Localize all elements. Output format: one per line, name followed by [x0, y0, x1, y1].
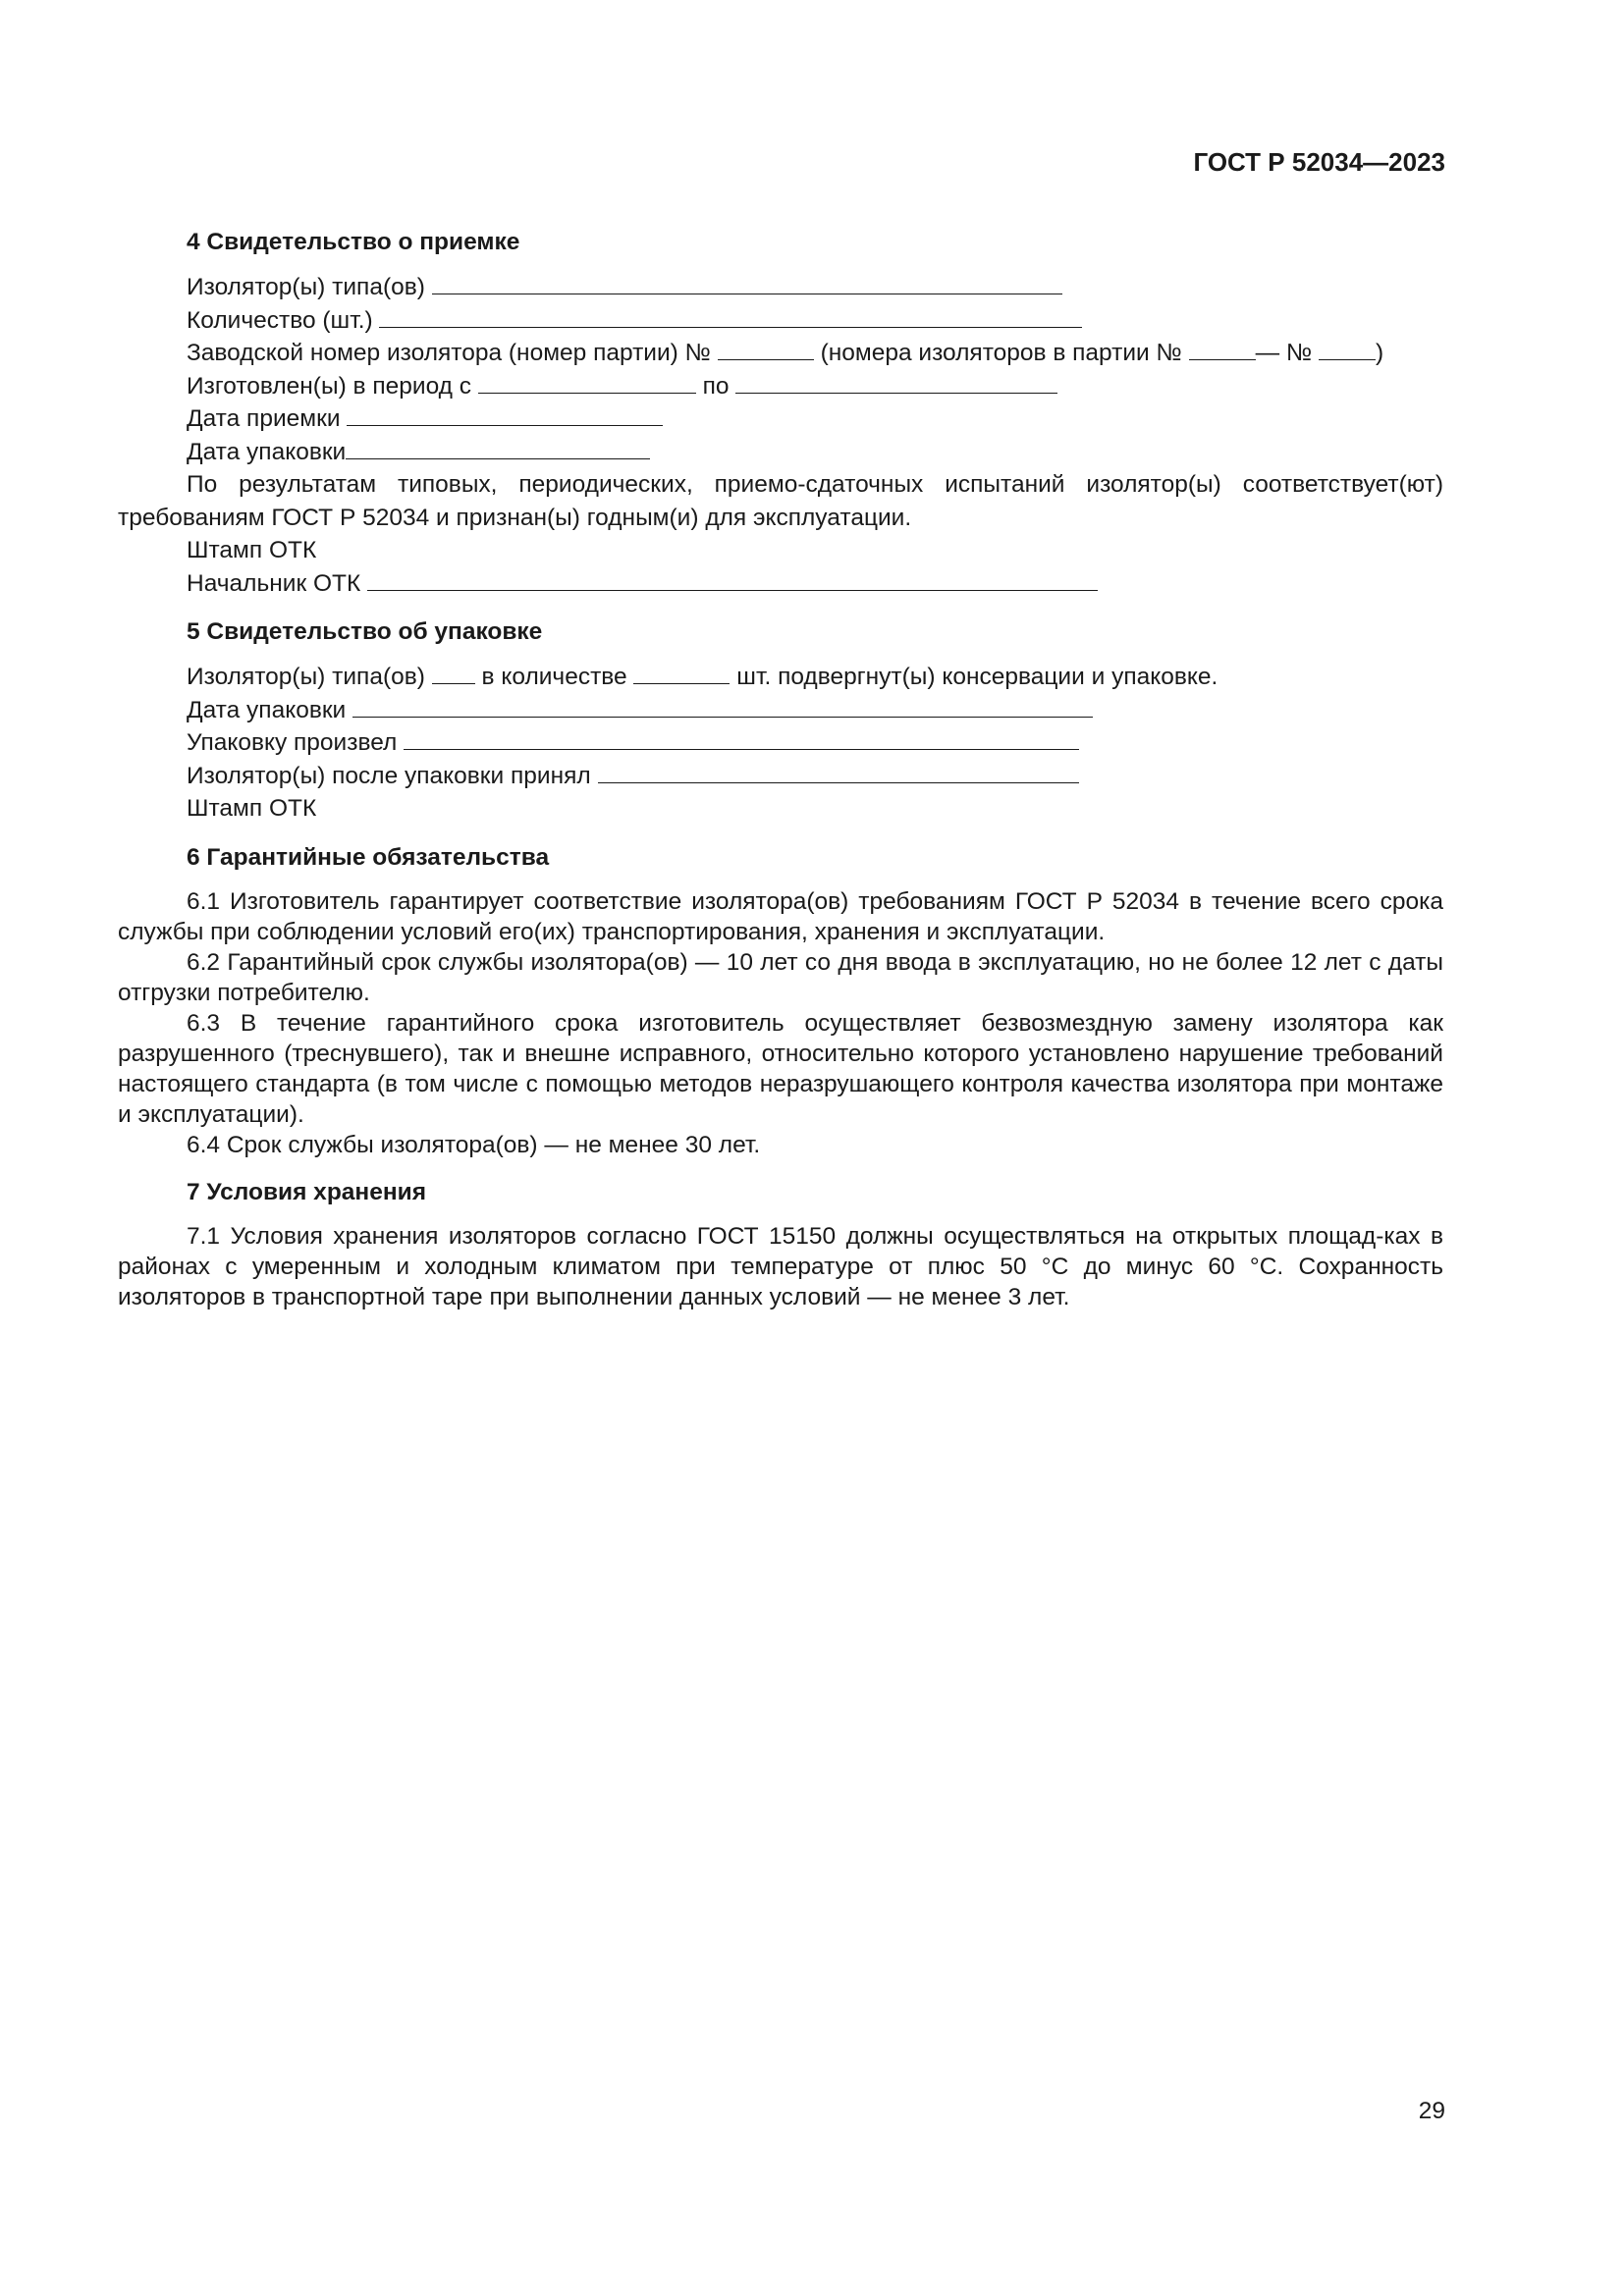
section-5-heading: 5 Свидетельство об упаковке [187, 618, 543, 645]
serial-number-label: Заводской номер изолятора (номер партии) № [187, 340, 711, 366]
manufactured-from-label: Изготовлен(ы) в период с [187, 372, 472, 400]
packed-type-label: Изолятор(ы) типа(ов) [187, 664, 425, 690]
section-7-heading: 7 Условия хранения [187, 1178, 426, 1205]
warranty-paragraph-6-4: 6.4 Срок службы изолятора(ов) — не менее 30 лет. [187, 1131, 761, 1158]
document-header: ГОСТ Р 52034—2023 [1193, 147, 1445, 177]
packed-note: шт. подвергнут(ы) консервации и упаковке. [736, 664, 1218, 690]
test-results-paragraph: По результатам типовых, периодических, приемо-сдаточных испытаний изолятор(ы) соответствует(ют) требованиям ГОСТ Р 52034 и признан(ы) годным(и) для эксплуатации. [118, 471, 1443, 531]
page-number: 29 [1418, 2098, 1445, 2124]
warranty-paragraph-6-3: 6.3 В течение гарантийного срока изготовитель осуществляет безвозмездную замену изолятора как разрушенного (треснувшего), так и внешне исправного, относительно которого установлено нарушение требований настоящего стандарта (в том числе с помощью методов неразрушающего контроля качества изолятора при монтаже и эксплуатации). [118, 1009, 1443, 1128]
warranty-paragraph-6-2: 6.2 Гарантийный срок службы изолятора(ов) — 10 лет со дня ввода в эксплуатацию, но не более 12 лет с даты отгрузки потребителю. [118, 948, 1443, 1006]
quantity-label: Количество (шт.) [187, 306, 373, 334]
acceptance-date-field[interactable] [347, 403, 663, 426]
packed-insulator-line [118, 661, 1443, 694]
packing-date-line [118, 436, 1443, 469]
manufactured-period-line [118, 370, 1443, 403]
batch-to-label: — № [1255, 340, 1313, 366]
insulator-type-label: Изолятор(ы) типа(ов) [187, 274, 425, 300]
qc-stamp2-label: Штамп ОТК [187, 795, 317, 822]
batch-numbers-label: (номера изоляторов в партии № [820, 340, 1182, 366]
packed-by-line [118, 726, 1443, 760]
packing-date-label: Дата упаковки [187, 438, 347, 465]
section-6-heading: 6 Гарантийные обязательства [187, 843, 550, 871]
accepted-after-packing-line [118, 760, 1443, 793]
packing-date2-label: Дата упаковки [187, 696, 347, 723]
packed-by-label: Упаковку произвел [187, 729, 398, 756]
quantity-field[interactable] [379, 305, 1082, 328]
packed-by-field[interactable] [404, 727, 1079, 750]
section-4-heading: 4 Свидетельство о приемке [187, 229, 520, 255]
insulator-type-line [118, 271, 1443, 304]
manufactured-to-field[interactable] [735, 371, 1057, 394]
qc-head-label: Начальник ОТК [187, 569, 361, 597]
acceptance-date-label: Дата приемки [187, 405, 341, 432]
insulator-type-field[interactable] [432, 272, 1062, 294]
warranty-paragraph-6-1: 6.1 Изготовитель гарантирует соответствие изолятора(ов) требованиям ГОСТ Р 52034 в течение всего срока службы при соблюдении условий его(их) транспортирования, хранения и эксплуатации. [118, 887, 1443, 945]
accepted-after-packing-field[interactable] [598, 761, 1079, 783]
qc-head-line [118, 567, 1443, 601]
packing-date2-line [118, 694, 1443, 727]
acceptance-date-line [118, 402, 1443, 436]
batch-from-field[interactable] [1189, 338, 1256, 360]
quantity-line [118, 304, 1443, 338]
packed-quantity-label: в количестве [481, 664, 627, 690]
batch-close-paren: ) [1376, 340, 1384, 366]
accepted-after-packing-label: Изолятор(ы) после упаковки принял [187, 762, 591, 789]
document-body [118, 226, 1443, 1312]
packing-date-field[interactable] [346, 437, 650, 459]
serial-number-field[interactable] [718, 338, 814, 360]
packed-quantity-field[interactable] [633, 662, 730, 684]
packed-type-field[interactable] [432, 662, 475, 684]
serial-number-line [118, 337, 1443, 370]
qc-stamp-label: Штамп ОТК [187, 537, 317, 563]
packing-date2-field[interactable] [352, 695, 1093, 718]
qc-head-field[interactable] [367, 568, 1098, 591]
batch-to-field[interactable] [1319, 338, 1376, 360]
manufactured-from-field[interactable] [478, 371, 696, 394]
storage-paragraph-7-1: 7.1 Условия хранения изоляторов согласно ГОСТ 15150 должны осуществляться на открытых площад-ках в районах с умеренным и холодным климатом при температуре от плюс 50 °С до минус 60 °С. Сохранность изоляторов в транспортной таре при выполнении данных условий — не менее 3 лет. [118, 1222, 1443, 1310]
manufactured-to-label: по [702, 372, 730, 400]
